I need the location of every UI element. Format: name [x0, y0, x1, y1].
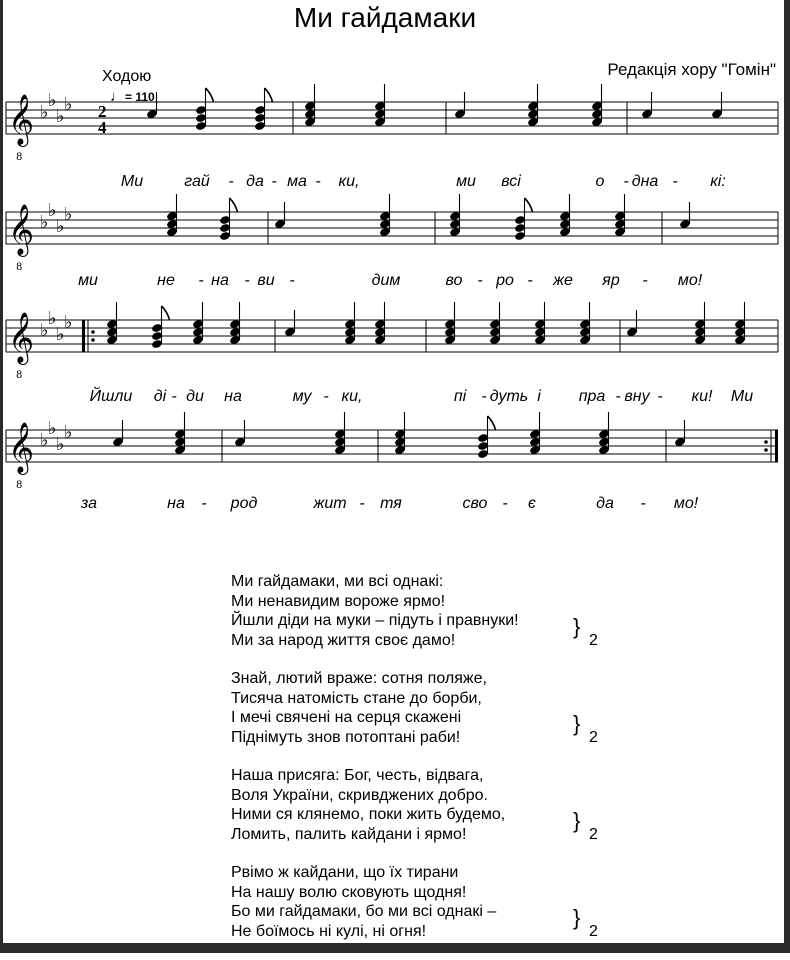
lyric-syllable: і — [537, 388, 541, 405]
lyric-syllable: Йшли — [89, 388, 133, 405]
verse-line: Бо ми гайдамаки, бо ми всі однакі – — [231, 903, 497, 920]
lyric-syllable: на — [211, 272, 229, 289]
repeat-dot — [764, 448, 768, 452]
flat-icon: ♭ — [64, 204, 73, 225]
verse-line: І мечі свячені на серця скажені — [231, 709, 462, 726]
treble-clef-icon: 𝄞 — [8, 94, 35, 145]
lyric-syllable: кі: — [710, 173, 726, 190]
lyric-hyphen: - — [323, 388, 329, 405]
staff-system-1 — [6, 84, 778, 190]
lyric-hyphen: - — [244, 272, 250, 289]
repeat-dot — [91, 338, 95, 342]
flat-icon: ♭ — [48, 200, 57, 221]
lyric-syllable: Ми — [730, 388, 754, 405]
lyric-syllable: дим — [371, 272, 401, 289]
lyric-hyphen: - — [228, 173, 234, 190]
lyric-syllable: жит — [313, 495, 347, 512]
lyric-syllable: тя — [380, 495, 402, 512]
treble-clef-icon: 𝄞 — [8, 422, 35, 473]
lyric-hyphen: - — [289, 272, 295, 289]
octave-eight-icon: 8 — [16, 262, 23, 273]
verse-line: Ми гайдамаки, ми всі однакі: — [231, 573, 444, 590]
repeat-count: 2 — [589, 729, 598, 746]
lyric-hyphen: - — [198, 272, 204, 289]
metronome-value: = 110 — [125, 90, 155, 104]
lyric-hyphen: - — [315, 173, 321, 190]
lyric-syllable: за — [80, 495, 98, 512]
lyric-hyphen: - — [672, 173, 678, 190]
verse-line: Рвімо ж кайдани, що їх тирани — [231, 864, 459, 881]
flat-icon: ♭ — [56, 216, 65, 237]
lyric-syllable: ки! — [691, 388, 713, 405]
lyric-hyphen: - — [477, 272, 483, 289]
flat-icon: ♭ — [64, 422, 73, 443]
repeat-count: 2 — [589, 632, 598, 649]
lyric-syllable: ма — [287, 173, 307, 190]
flat-icon: ♭ — [48, 418, 57, 439]
tempo-indication: Ходою — [102, 68, 152, 85]
lyric-syllable: ми — [456, 173, 476, 190]
note-flag — [230, 198, 238, 212]
flat-icon: ♭ — [40, 320, 49, 341]
time-signature-top: 2 — [98, 102, 107, 121]
stanza-4 — [231, 863, 631, 941]
lyric-syllable: дуть — [489, 388, 529, 405]
lyric-hyphen: - — [481, 388, 487, 405]
lyric-syllable: пі — [453, 388, 467, 405]
lyric-hyphen: - — [359, 495, 365, 512]
lyric-syllable: ди — [186, 388, 204, 405]
lyric-syllable: всі — [501, 173, 521, 190]
lyric-syllable: ки, — [338, 173, 360, 190]
lyric-syllable: дна — [631, 173, 659, 190]
octave-eight-icon: 8 — [16, 370, 23, 381]
lyric-syllable: о — [595, 173, 605, 190]
octave-eight-icon: 8 — [16, 480, 23, 491]
verse-line: Ломить, палить кайдани і ярмо! — [231, 825, 467, 843]
flat-icon: ♭ — [56, 434, 65, 455]
flat-icon: ♭ — [40, 430, 49, 451]
flat-icon: ♭ — [64, 94, 73, 115]
verse-line: Наша присяга: Бог, честь, відвага, — [231, 767, 484, 784]
lyric-syllable: Ми — [120, 173, 144, 190]
verse-line: Піднімуть знов потоптані раби! — [231, 728, 461, 746]
staff-system-2 — [6, 194, 778, 289]
flat-icon: ♭ — [56, 324, 65, 345]
verse-line: Ми за народ життя своє дамо! — [231, 631, 456, 649]
note-flag — [206, 88, 214, 102]
lyric-hyphen: - — [171, 388, 177, 405]
lyric-syllable: сво — [462, 495, 488, 512]
lyric-syllable: на — [167, 495, 185, 512]
lyric-syllable: ро — [496, 272, 514, 289]
lyric-hyphen: - — [657, 388, 663, 405]
lyric-hyphen: - — [615, 388, 621, 405]
lyric-syllable: гай — [184, 173, 210, 190]
verse-line: На нашу волю сковують щодня! — [231, 883, 467, 901]
repeat-end-thick — [775, 430, 778, 462]
repeat-dot — [91, 330, 95, 334]
lyric-hyphen: - — [201, 495, 207, 512]
verse-line: Знай, лютий враже: сотня поляже, — [231, 670, 487, 687]
lyric-syllable: во — [445, 272, 463, 289]
lyric-syllable: да — [246, 173, 264, 190]
lyric-hyphen: - — [640, 495, 646, 512]
note-flag — [265, 88, 273, 102]
flat-icon: ♭ — [40, 212, 49, 233]
lyric-syllable: му — [292, 388, 312, 405]
lyric-syllable: же — [553, 272, 573, 289]
lyric-hyphen: - — [271, 173, 277, 190]
lyric-syllable: ви — [257, 272, 275, 289]
lyric-syllable: мо! — [673, 495, 699, 512]
repeat-start-thick — [82, 320, 85, 352]
verse-line: Воля України, скривджених добро. — [231, 786, 488, 804]
repeat-count: 2 — [589, 826, 598, 843]
repeat-brace: } — [573, 711, 581, 736]
stanza-2 — [231, 669, 631, 747]
note-flag — [488, 416, 496, 430]
lyric-hyphen: - — [642, 272, 648, 289]
verse-line: Ними ся клянемо, поки жить будемо, — [231, 806, 506, 823]
lyric-syllable: вну — [624, 388, 650, 405]
repeat-brace: } — [573, 808, 581, 833]
verse-line: Йшли діди на муки – підуть і правнуки! — [231, 612, 519, 629]
time-signature-bottom: 4 — [98, 118, 107, 137]
lyric-syllable: ки, — [341, 388, 363, 405]
stanza-1 — [231, 572, 631, 650]
note-flag — [525, 198, 533, 212]
lyric-hyphen: - — [502, 495, 508, 512]
repeat-brace: } — [573, 614, 581, 639]
lyric-syllable: ді — [153, 388, 167, 405]
verse-line: Не боїмось ні кулі, ні огня! — [231, 922, 427, 940]
lyric-hyphen: - — [623, 173, 629, 190]
treble-clef-icon: 𝄞 — [8, 312, 35, 363]
lyric-syllable: ми — [78, 272, 98, 289]
flat-icon: ♭ — [56, 106, 65, 127]
lyric-syllable: є — [528, 495, 536, 512]
note-flag — [162, 306, 170, 320]
treble-clef-icon: 𝄞 — [8, 204, 35, 255]
staff-system-3 — [6, 302, 778, 405]
lyric-syllable: на — [224, 388, 242, 405]
verse-line: Тисяча натомість стане до борби, — [231, 689, 482, 707]
flat-icon: ♭ — [48, 90, 57, 111]
lyric-syllable: не — [157, 272, 175, 289]
repeat-dot — [764, 440, 768, 444]
flat-icon: ♭ — [40, 102, 49, 123]
flat-icon: ♭ — [64, 312, 73, 333]
lyric-syllable: пра — [578, 388, 606, 405]
arrangement-credit: Редакція хору "Гомін" — [607, 60, 776, 79]
repeat-count: 2 — [589, 923, 598, 940]
lyric-syllable: яр — [602, 272, 620, 289]
verses — [231, 572, 631, 960]
repeat-brace: } — [573, 905, 581, 930]
quarter-note-icon: ♩ — [110, 88, 125, 105]
lyric-hyphen: - — [527, 272, 533, 289]
song-title: Ми гайдамаки — [293, 2, 477, 33]
staff-system-4 — [6, 412, 778, 512]
stanza-3 — [231, 766, 631, 844]
verse-line: Ми ненавидим вороже ярмо! — [231, 592, 446, 610]
flat-icon: ♭ — [48, 308, 57, 329]
lyric-syllable: да — [596, 495, 614, 512]
lyric-syllable: род — [230, 495, 258, 512]
lyric-syllable: мо! — [677, 272, 703, 289]
octave-eight-icon: 8 — [16, 152, 23, 163]
